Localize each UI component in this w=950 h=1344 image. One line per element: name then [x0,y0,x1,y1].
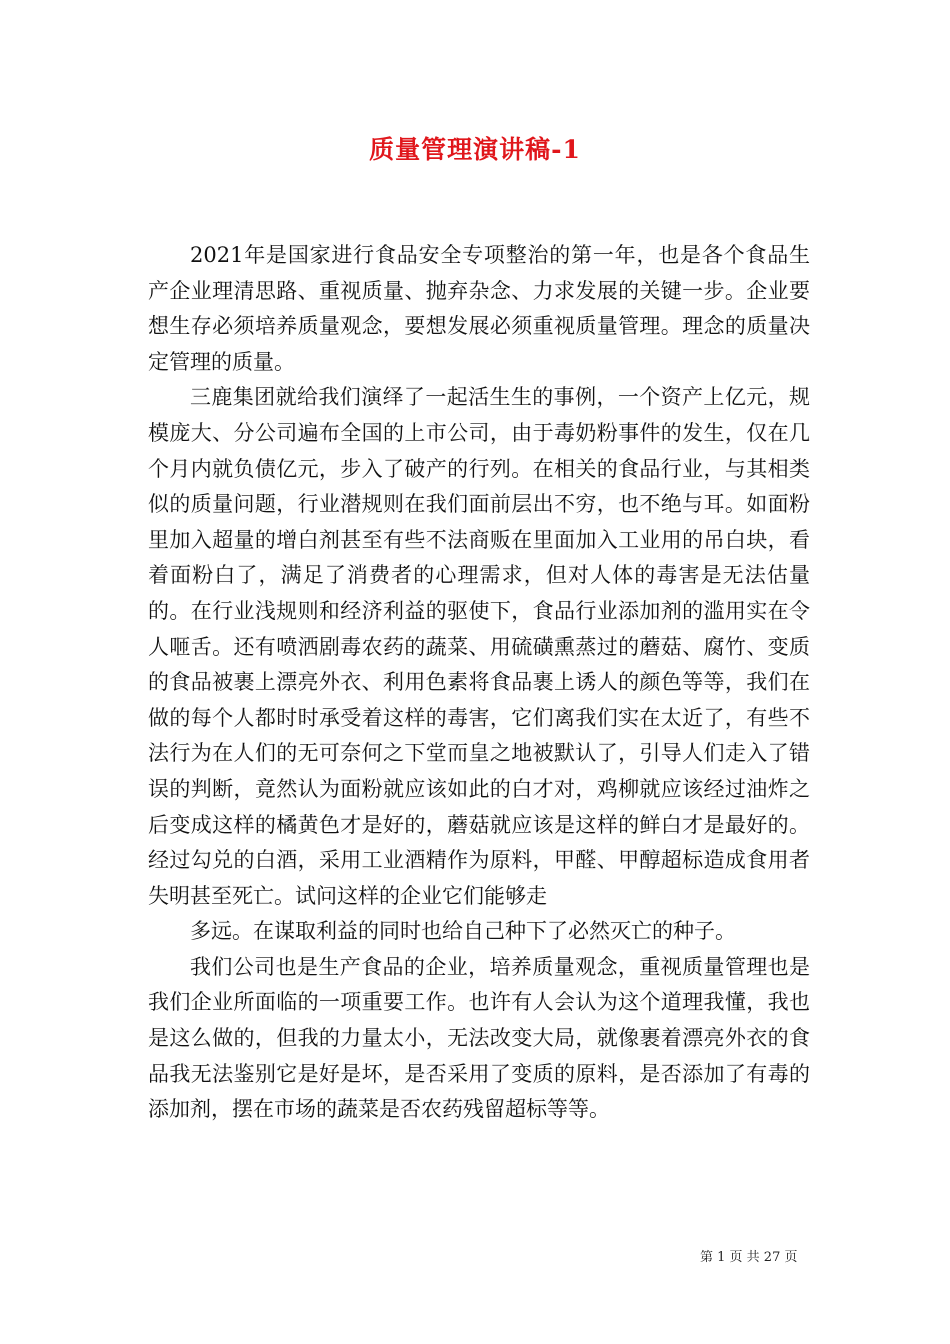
document-body [148,238,810,1128]
page-number: 第 1 页 共 27 页 [700,1250,798,1265]
paragraph: 我们公司也是生产食品的企业，培养质量观念，重视质量管理也是我们企业所面临的一项重要工作。也许有人会认为这个道理我懂，我也是这么做的，但我的力量太小，无法改变大局，就像裹着漂亮外衣的食品我无法鉴别它是好是坏，是否采用了变质的原料，是否添加了有毒的添加剂，摆在市场的蔬菜是否农药残留超标等等。 [148,954,810,1122]
paragraph: 2021年是国家进行食品安全专项整治的第一年，也是各个食品生产企业理清思路、重视质量、抛弃杂念、力求发展的关键一步。企业要想生存必须培养质量观念，要想发展必须重视质量管理。理念的质量决定管理的质量。 [148,243,810,374]
page-title: 质量管理演讲稿-1 [369,135,581,164]
paragraph: 多远。在谋取利益的同时也给自己种下了必然灭亡的种子。 [190,919,736,944]
paragraph: 三鹿集团就给我们演绎了一起活生生的事例，一个资产上亿元，规模庞大、分公司遍布全国的上市公司，由于毒奶粉事件的发生，仅在几个月内就负债亿元，步入了破产的行列。在相关的食品行业，与其相类似的质量问题，行业潜规则在我们面前层出不穷，也不绝与耳。如面粉里加入超量的增白剂甚至有些不法商贩在里面加入工业用的吊白块，看着面粉白了，满足了消费者的心理需求，但对人体的毒害是无法估量的。在行业浅规则和经济利益的驱使下，食品行业添加剂的滥用实在令人咂舌。还有喷洒剧毒农药的蔬菜、用硫磺熏蒸过的蘑菇、腐竹、变质的食品被裹上漂亮外衣、利用色素将食品裹上诱人的颜色等等，我们在做的每个人都时时承受着这样的毒害，它们离我们实在太近了，有些不法行为在人们的无可奈何之下堂而皇之地被默认了，引导人们走入了错误的判断，竟然认为面粉就应该如此的白才对，鸡柳就应该经过油炸之后变成这样的橘黄色才是好的，蘑菇就应该是这样的鲜白才是最好的。经过勾兑的白酒，采用工业酒精作为原料，甲醛、甲醇超标造成食用者失明甚至死亡。试问这样的企业它们能够走 [148,385,810,908]
